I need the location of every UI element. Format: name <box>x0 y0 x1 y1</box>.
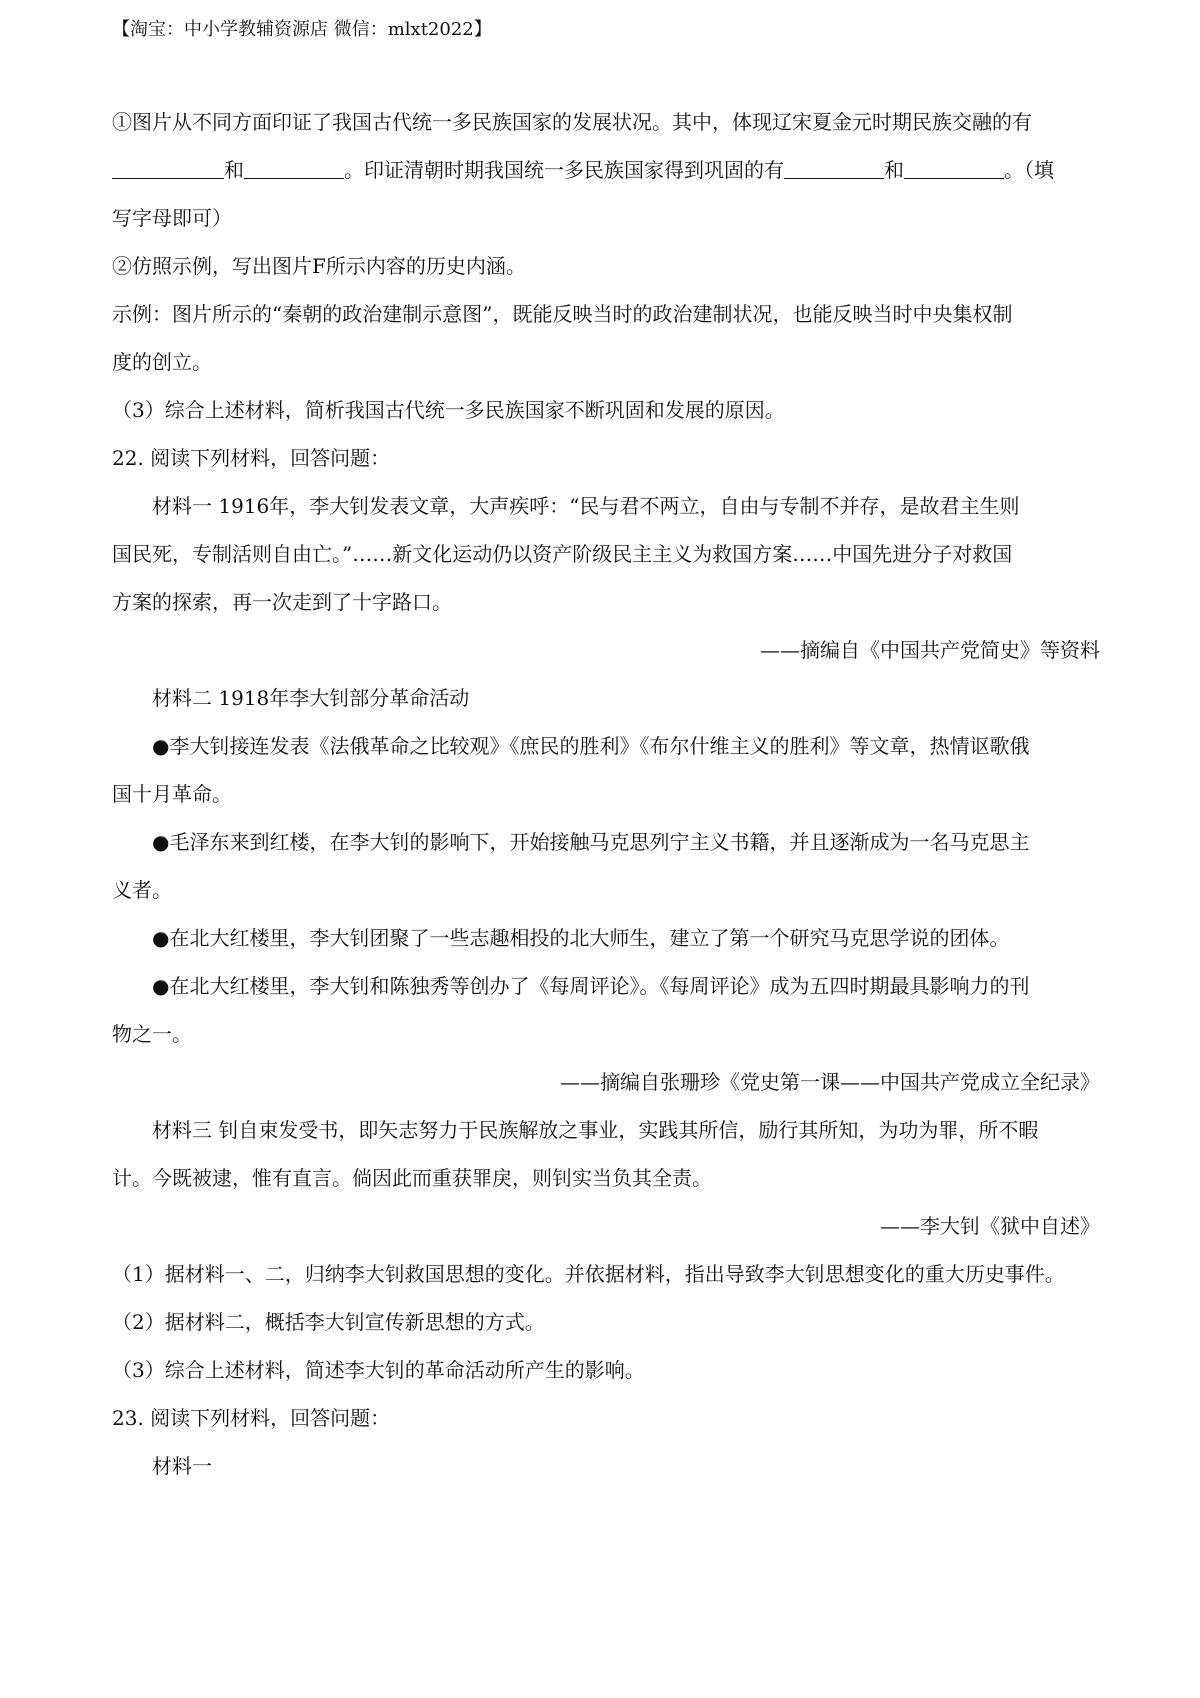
q21-sub1-line2 <box>112 146 1102 194</box>
q22-material2-source: ——摘编自张珊珍《党史第一课——中国共产党成立全纪录》 <box>560 1070 1100 1094</box>
q22-material2-bullet2-line1: ●毛泽东来到红楼，在李大钊的影响下，开始接触马克思列宁主义书籍，并且逐渐成为一名马克思主 <box>152 830 1030 854</box>
q22-material2-bullet3: ●在北大红楼里，李大钊团聚了一些志趣相投的北大师生，建立了第一个研究马克思学说的团体。 <box>152 926 1010 950</box>
q21-sub3: （3）综合上述材料，简析我国古代统一多民族国家不断巩固和发展的原因。 <box>112 398 785 422</box>
q22-sub2: （2）据材料二，概括李大钊宣传新思想的方式。 <box>112 1310 545 1334</box>
q22-sub3: （3）综合上述材料，简述李大钊的革命活动所产生的影响。 <box>112 1358 645 1382</box>
q22-material1-line3: 方案的探索，再一次走到了十字路口。 <box>112 590 452 614</box>
q22-material2-bullet4-line1: ●在北大红楼里，李大钊和陈独秀等创办了《每周评论》。《每周评论》成为五四时期最具影响力的刊 <box>152 974 1030 998</box>
q21-tail-text: 。（填 <box>1004 158 1054 182</box>
q23-material1-title: 材料一 <box>152 1454 212 1478</box>
q21-sub1-line1: ①图片从不同方面印证了我国古代统一多民族国家的发展状况。其中，体现辽宋夏金元时期民族交融的有 <box>112 110 1032 134</box>
q21-example-line2: 度的创立。 <box>112 350 212 374</box>
q22-material1-line1: 材料一 1916年，李大钊发表文章，大声疾呼：“民与君不两立，自由与专制不并存，是故君主生则 <box>152 494 1020 518</box>
q22-sub1: （1）据材料一、二，归纳李大钊救国思想的变化。并依据材料，指出导致李大钊思想变化的重大历史事件。 <box>112 1262 1065 1286</box>
q22-material2-title: 材料二 1918年李大钊部分革命活动 <box>152 686 470 710</box>
q22-material2-bullet1-line2: 国十月革命。 <box>112 782 232 806</box>
q21-sub1-line3: 写字母即可） <box>112 206 232 230</box>
page-header: 【淘宝：中小学教辅资源店 微信：mlxt2022】 <box>112 19 492 40</box>
q21-and-1: 和 <box>224 158 244 182</box>
answer-blank-1[interactable] <box>112 156 224 179</box>
q21-example-line1: 示例：图片所示的“秦朝的政治建制示意图”，既能反映当时的政治建制状况，也能反映当时中央集权制 <box>112 302 1013 326</box>
q21-mid-text: 。印证清朝时期我国统一多民族国家得到巩固的有 <box>344 158 784 182</box>
q21-sub2: ②仿照示例，写出图片F所示内容的历史内涵。 <box>112 254 526 278</box>
q22-material2-bullet1-line1: ●李大钊接连发表《法俄革命之比较观》《庶民的胜利》《布尔什维主义的胜利》等文章，热情讴歌俄 <box>152 734 1030 758</box>
answer-blank-2[interactable] <box>244 156 344 179</box>
q22-material1-line2: 国民死，专制活则自由亡。”……新文化运动仍以资产阶级民主主义为救国方案……中国先进分子对救国 <box>112 542 1013 566</box>
q22-material3-source: ——李大钊《狱中自述》 <box>880 1214 1100 1238</box>
q22-material2-bullet2-line2: 义者。 <box>112 878 172 902</box>
answer-blank-3[interactable] <box>784 156 884 179</box>
q23-title: 23. 阅读下列材料，回答问题： <box>112 1406 391 1430</box>
q22-material3-line1: 材料三 钊自束发受书，即矢志努力于民族解放之事业，实践其所信，励行其所知，为功为罪，所不暇 <box>152 1118 1039 1142</box>
q22-material2-bullet4-line2: 物之一。 <box>112 1022 192 1046</box>
q22-title: 22. 阅读下列材料，回答问题： <box>112 446 391 470</box>
answer-blank-4[interactable] <box>904 156 1004 179</box>
q22-material3-line2: 计。今既被逮，惟有直言。倘因此而重获罪戾，则钊实当负其全责。 <box>112 1166 712 1190</box>
q21-and-2: 和 <box>884 158 904 182</box>
q22-material1-source: ——摘编自《中国共产党简史》等资料 <box>760 638 1100 662</box>
document-body <box>112 98 1102 1490</box>
